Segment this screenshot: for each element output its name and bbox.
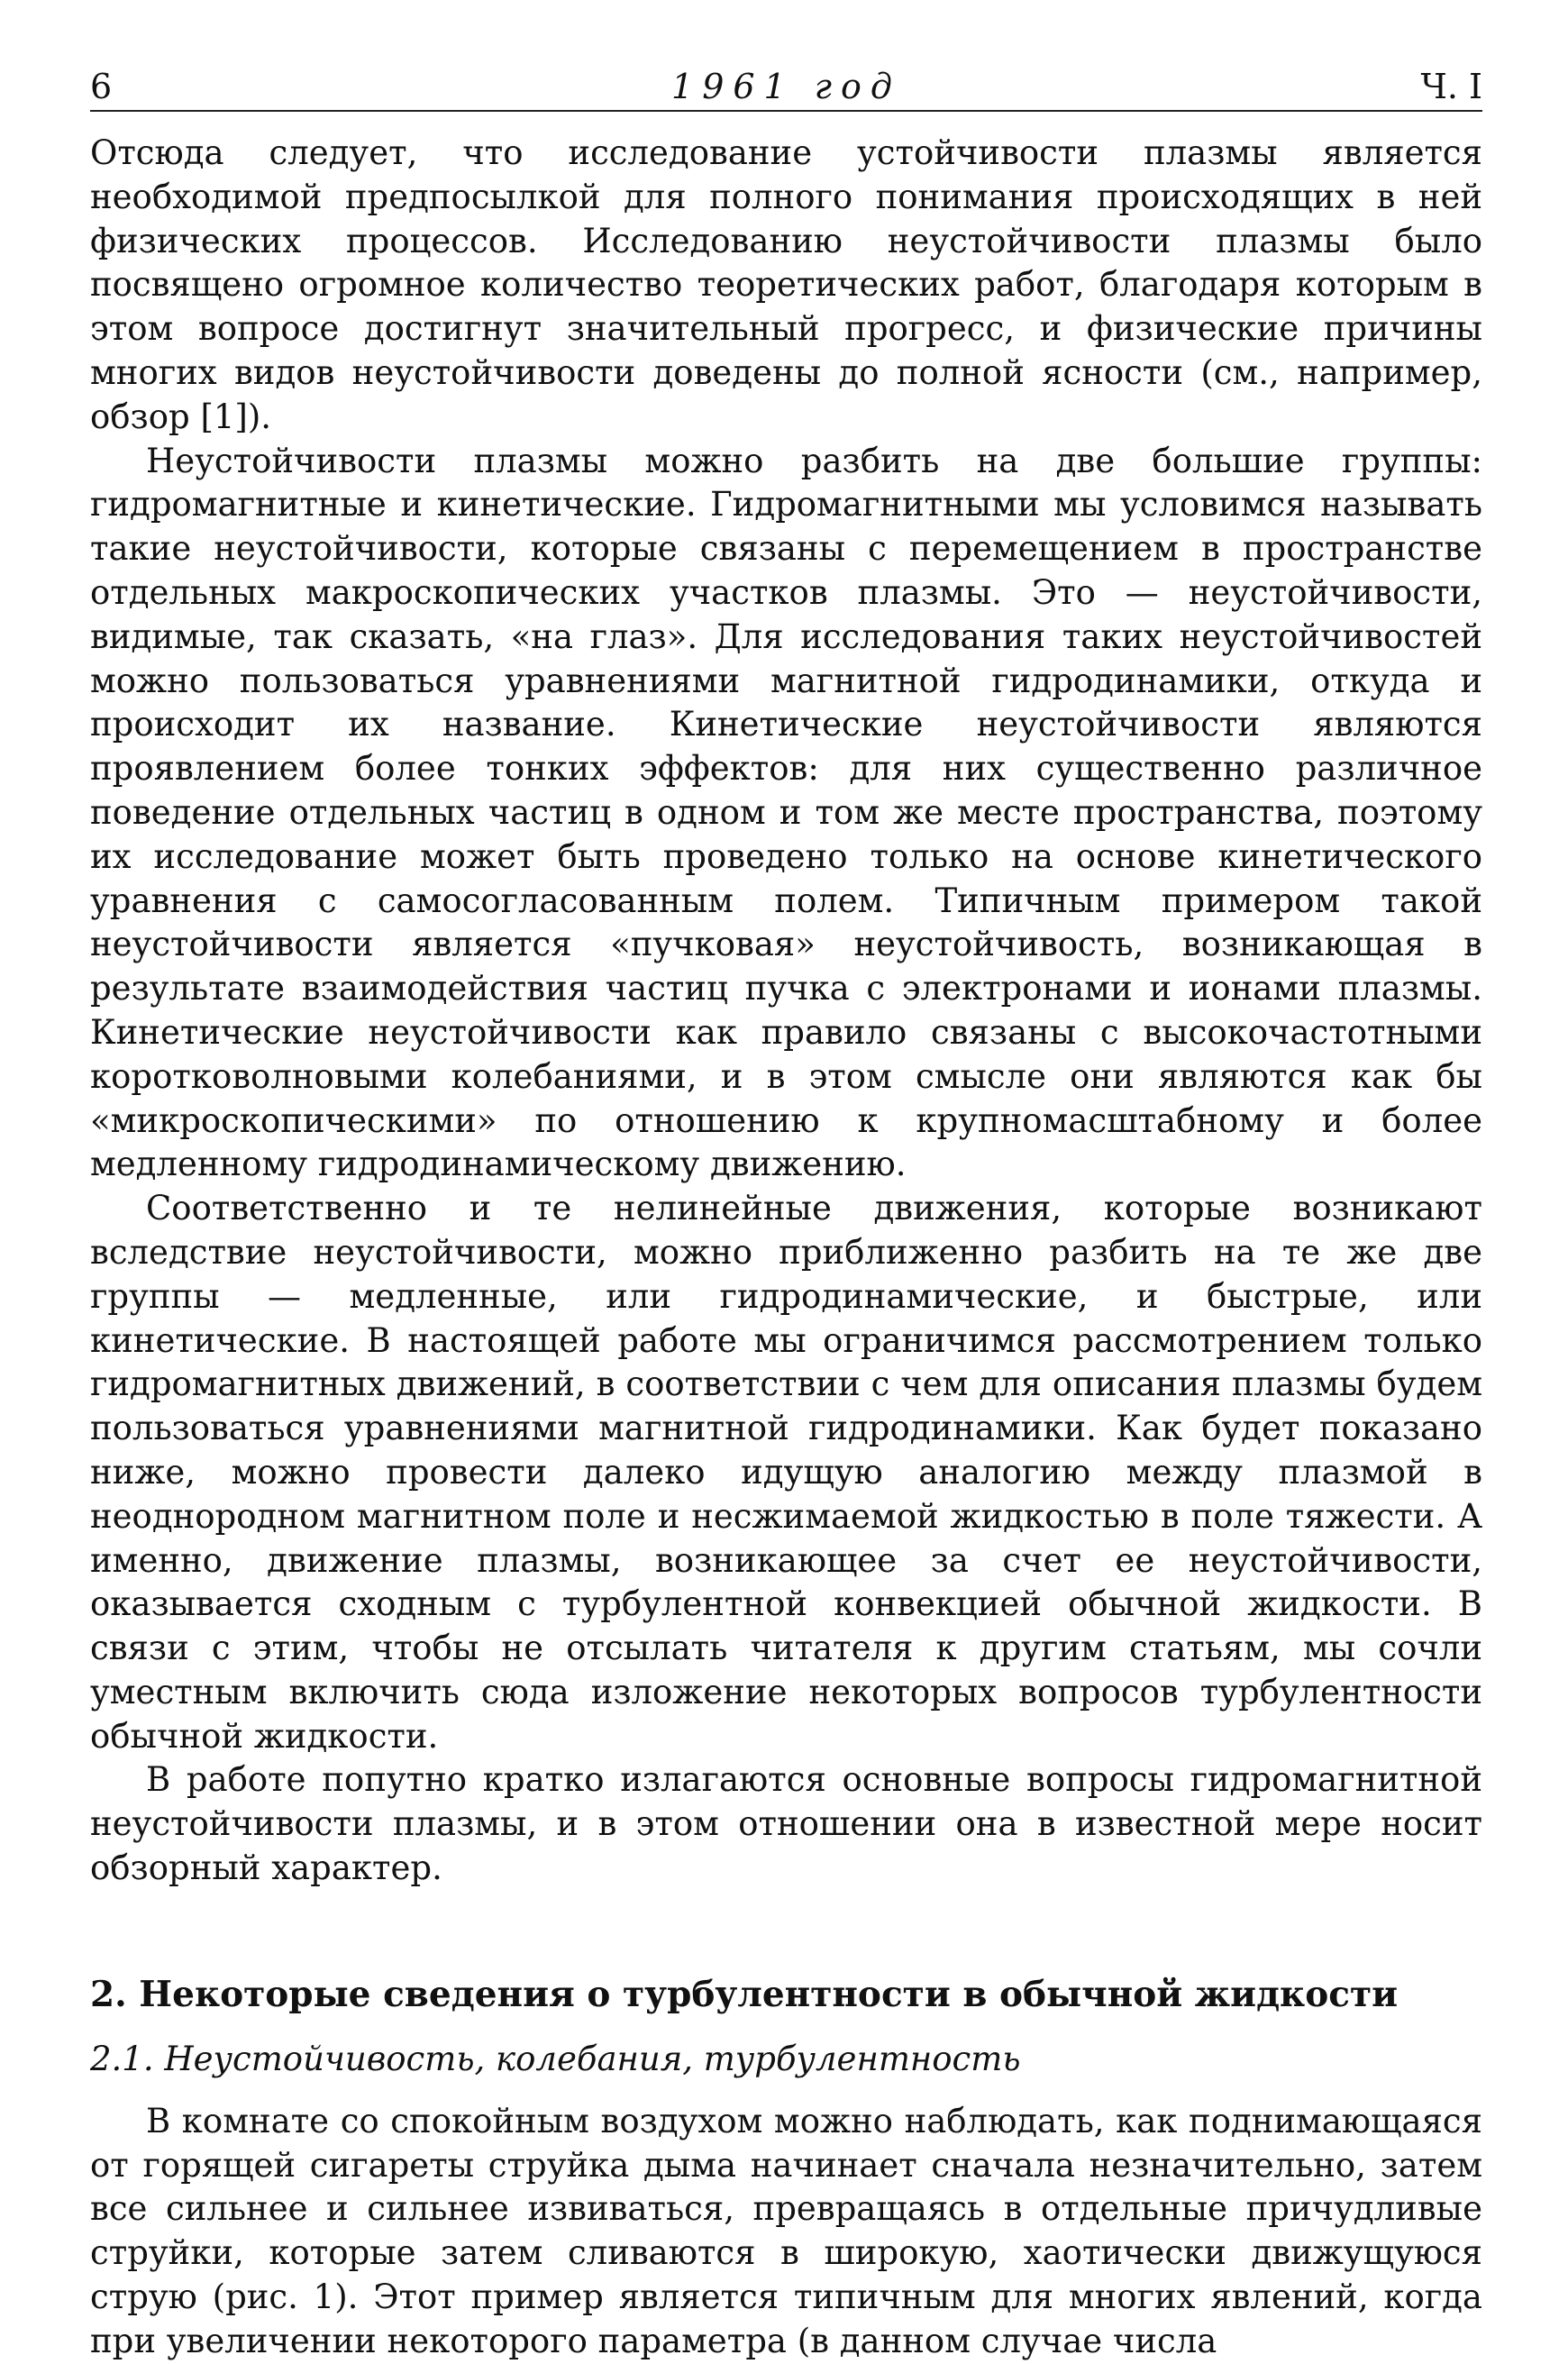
running-title: 1961 год — [671, 67, 901, 106]
paragraph: Отсюда следует, что исследование устойчивости плазмы является необходимой предпосылкой для полного понимания происходящих в ней физических процессов. Исследованию неустойчивости плазмы было посвящено огромное количество теоретических работ, благодаря которым в этом вопросе достигнут значительный прогресс, и физические причины многих видов неустойчивости доведены до полной ясности (см., например, обзор [1]). — [90, 133, 1482, 436]
page-number: 6 — [90, 67, 113, 106]
document-page — [90, 63, 1482, 2364]
paragraph: Соответственно и те нелинейные движения, которые возникают вследствие неустойчивости, можно приближенно разбить на те же две группы — медленные, или гидродинамические, и быстрые, или кинетические. В настоящей работе мы ограничимся рассмотрением только гидромагнитных движений, в соответствии с чем для описания плазмы будем пользоваться уравнениями магнитной гидродинамики. Как будет показано ниже, можно провести далеко идущую аналогию между плазмой в неоднородном магнитном поле и несжимаемой жидкостью в поле тяжести. А именно, движение плазмы, возникающее за счет ее неустойчивости, оказывается сходным с турбулентной конвекцией обычной жидкости. В связи с этим, чтобы не отсылать читателя к другим статьям, мы сочли уместным включить сюда изложение некоторых вопросов турбулентности обычной жидкости. — [90, 1189, 1482, 1756]
paragraph: В работе попутно кратко излагаются основные вопросы гидромагнитной неустойчивости плазмы, и в этом отношении она в известной мере носит обзорный характер. — [90, 1760, 1482, 1888]
subsection-heading: 2.1. Неустойчивость, колебания, турбулентность — [90, 2039, 1021, 2078]
part-label: Ч. I — [1420, 67, 1482, 106]
paragraph: В комнате со спокойным воздухом можно наблюдать, как поднимающаяся от горящей сигареты струйка дыма начинает сначала незначительно, затем все сильнее и сильнее извиваться, превращаясь в отдельные причудливые струйки, которые затем сливаются в широкую, хаотически движущуюся струю (рис. 1). Этот пример является типичным для многих явлений, когда при увеличении некоторого параметра (в данном случае числа — [90, 2101, 1482, 2360]
section-text — [90, 2100, 1482, 2364]
section-heading: 2. Некоторые сведения о турбулентности в обычной жидкости — [90, 1973, 1399, 2015]
paragraph: Неустойчивости плазмы можно разбить на две большие группы: гидромагнитные и кинетические. Гидромагнитными мы условимся называть такие неустойчивости, которые связаны с перемещением в пространстве отдельных макроскопических участков плазмы. Это — неустойчивости, видимые, так сказать, «на глаз». Для исследования таких неустойчивостей можно пользоваться уравнениями магнитной гидродинамики, откуда и происходит их название. Кинетические неустойчивости являются проявлением более тонких эффектов: для них существенно различное поведение отдельных частиц в одном и том же месте пространства, поэтому их исследование может быть проведено только на основе кинетического уравнения с самосогласованным полем. Типичным примером такой неустойчивости является «пучковая» неустойчивость, возникающая в результате взаимодействия частиц пучка с электронами и ионами плазмы. Кинетические неустойчивости как правило связаны с высокочастотными коротковолновыми колебаниями, и в этом смысле они являются как бы «микроскопическими» по отношению к крупномасштабному и более медленному гидродинамическому движению. — [90, 441, 1482, 1184]
running-head — [90, 63, 1482, 112]
main-text — [90, 132, 1482, 1891]
